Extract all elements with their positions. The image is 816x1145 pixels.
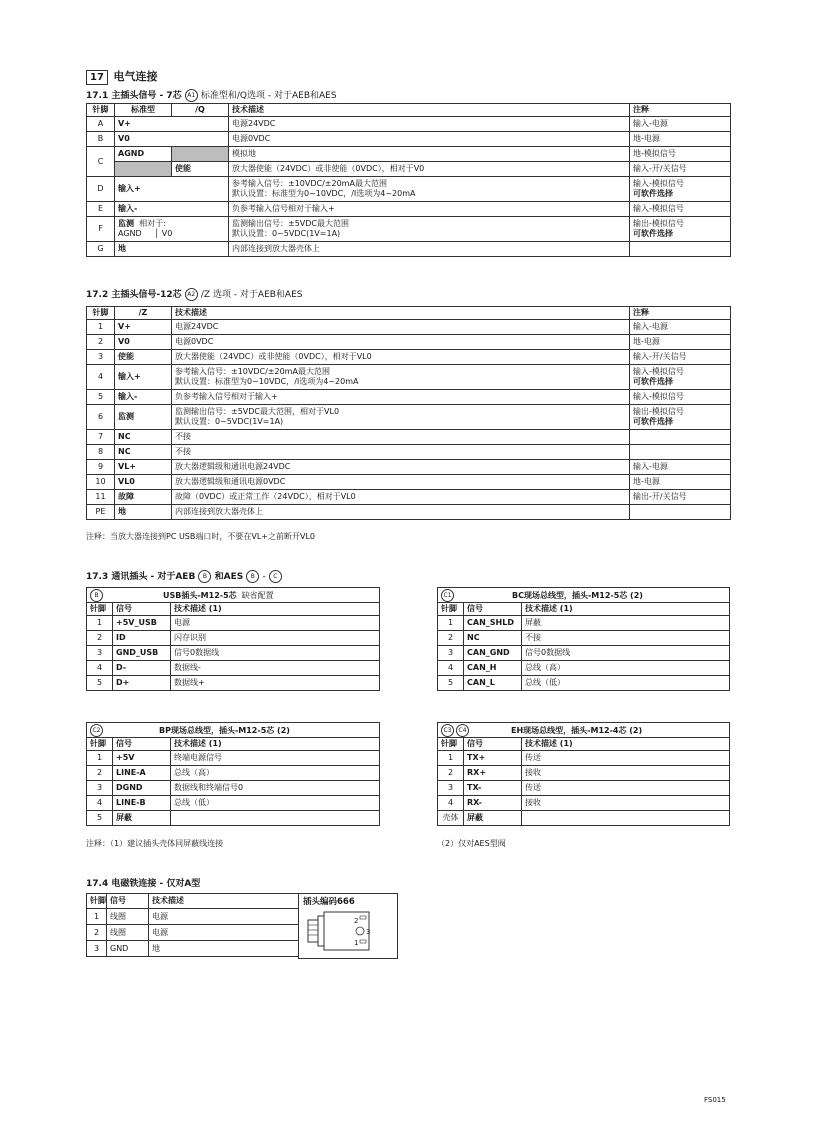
pin: 8 — [87, 445, 115, 460]
description: 传送 — [522, 781, 730, 796]
description: 不接 — [522, 631, 730, 646]
signal: VL0 — [115, 475, 172, 490]
description: 信号0数据线 — [522, 646, 730, 661]
col-header: /Z — [115, 307, 172, 320]
note: 可软件选择 — [633, 377, 673, 386]
chapter-title: 电气连接 — [113, 70, 158, 83]
description: 放大器使能（24VDC）或非使能（0VDC），相对于V0 — [229, 162, 630, 177]
signal: ID — [113, 631, 171, 646]
table-row — [87, 505, 731, 520]
col-header: 标准型 — [115, 104, 172, 117]
signal: DGND — [113, 781, 171, 796]
table-title: EH现场总线型，插头-M12-4芯 (2) — [511, 725, 643, 735]
pin: 4 — [438, 796, 464, 811]
col-header: 技术描述 (1) — [522, 738, 730, 751]
note: 地-电源 — [630, 132, 731, 147]
signal: RX+ — [464, 766, 522, 781]
signal: GND_USB — [113, 646, 171, 661]
connector-code-title: 插头编码666 — [303, 897, 355, 907]
description: 接收 — [522, 796, 730, 811]
signal: 输入- — [115, 202, 229, 217]
description: 电源 — [149, 909, 299, 925]
table-row — [87, 661, 380, 676]
description: 默认设置：0~5VDC(1V=1A) — [175, 417, 284, 426]
col-header: 信号 — [464, 738, 522, 751]
remark-17-2: 注释：当放大器连接到PC USB端口时，不要在VL+之前断开VL0 — [86, 532, 316, 541]
chapter-heading — [86, 68, 157, 85]
section-17-4-title: 17.4 电磁铁连接 - 仅对A型 — [86, 879, 201, 889]
table-usb — [86, 587, 380, 691]
pin: 3 — [87, 646, 113, 661]
badge-b: B — [90, 589, 103, 602]
table-row — [87, 676, 380, 691]
pin: 3 — [87, 350, 115, 365]
pin: 5 — [438, 676, 464, 691]
table-row: F 监测 相对于: AGND │ V0 监测输出信号：±5VDC最大范围 默认设置：0~5VDC(1V=1A) 输出-模拟信号 可软件选择 — [87, 217, 731, 242]
pin-label: 2 — [354, 917, 359, 925]
table-row — [87, 117, 731, 132]
description: 总线（高） — [522, 661, 730, 676]
description — [522, 811, 730, 826]
pin: 3 — [438, 646, 464, 661]
table-row — [87, 941, 299, 957]
note: 输入-模拟信号 — [633, 367, 684, 376]
title-part: 17.3 通讯插头 - 对于AEB — [86, 572, 196, 582]
note: 输出-模拟信号 — [633, 219, 684, 228]
badge-b: B — [246, 570, 259, 583]
table-row — [87, 490, 731, 505]
pin: 1 — [87, 616, 113, 631]
col-header: 信号 — [113, 738, 171, 751]
note — [630, 505, 731, 520]
signal: 输入- — [115, 390, 172, 405]
description: 数据线+ — [171, 676, 380, 691]
description: 内部连接到放大器壳体上 — [172, 505, 630, 520]
pin: 2 — [87, 766, 113, 781]
description: 总线（低） — [522, 676, 730, 691]
signal: LINE-B — [113, 796, 171, 811]
table-row — [87, 132, 731, 147]
table-row — [87, 631, 380, 646]
signal: V+ — [115, 320, 172, 335]
badge-c3: C3 — [441, 724, 454, 737]
table-row — [87, 925, 299, 941]
table-bc — [437, 587, 730, 691]
table-row — [87, 177, 731, 202]
table-row — [87, 616, 380, 631]
pin: G — [87, 242, 115, 257]
signal: LINE-A — [113, 766, 171, 781]
badge-a1: A1 — [185, 89, 198, 102]
table-row — [87, 405, 731, 430]
description: 负参考输入信号相对于输入+ — [229, 202, 630, 217]
pin: 2 — [87, 335, 115, 350]
table-row — [438, 781, 730, 796]
description: 电源0VDC — [229, 132, 630, 147]
signal: 地 — [115, 242, 229, 257]
pin: E — [87, 202, 115, 217]
pin: 6 — [87, 405, 115, 430]
pin: 2 — [87, 925, 107, 941]
note: 输入-模拟信号 — [630, 202, 731, 217]
signal: 使能 — [115, 350, 172, 365]
signal: VL+ — [115, 460, 172, 475]
description: 监测输出信号：±5VDC最大范围 — [232, 219, 350, 228]
table-row — [87, 445, 731, 460]
table-row — [438, 646, 730, 661]
title-part: /Z 选项 - 对于AEB和AES — [200, 290, 303, 300]
table-row — [87, 646, 380, 661]
table-row — [87, 796, 380, 811]
pin: 5 — [87, 390, 115, 405]
signal: CAN_L — [464, 676, 522, 691]
pin: 2 — [438, 631, 464, 646]
page-footer-code: FS015 — [704, 1096, 726, 1104]
description: 电源 — [171, 616, 380, 631]
note — [630, 430, 731, 445]
table-row — [87, 781, 380, 796]
pin: 11 — [87, 490, 115, 505]
badge-c1: C1 — [441, 589, 454, 602]
pin: 2 — [87, 631, 113, 646]
pin: 5 — [87, 811, 113, 826]
description: 总线（低） — [171, 796, 380, 811]
signal: AGND — [115, 147, 172, 162]
table-row — [438, 751, 730, 766]
col-header: 针脚 — [87, 894, 107, 909]
table-row — [87, 350, 731, 365]
pin: 1 — [438, 751, 464, 766]
description: 电源24VDC — [229, 117, 630, 132]
table-title: BP现场总线型，插头-M12-5芯 (2) — [159, 725, 290, 735]
signal: V0 — [115, 132, 229, 147]
description: 屏蔽 — [522, 616, 730, 631]
description: 不接 — [172, 430, 630, 445]
description: 传送 — [522, 751, 730, 766]
pin: 壳体 — [438, 811, 464, 826]
col-header: 信号 — [113, 603, 171, 616]
pin: 4 — [438, 661, 464, 676]
table-row — [438, 766, 730, 781]
note: 可软件选择 — [633, 229, 673, 238]
table-row — [87, 162, 731, 177]
col-header: 针脚 — [87, 603, 113, 616]
table-row — [438, 616, 730, 631]
col-header: 针脚 — [87, 104, 115, 117]
note-2: （2）仅对AES型阀 — [437, 839, 506, 848]
table-row — [87, 365, 731, 390]
section-17-2-title — [86, 287, 303, 301]
pin: PE — [87, 505, 115, 520]
description: 模拟地 — [229, 147, 630, 162]
description: 数据线- — [171, 661, 380, 676]
table-row — [87, 147, 731, 162]
badge-b: B — [198, 570, 211, 583]
note: 输入-开/关信号 — [630, 350, 731, 365]
description: 监测输出信号：±5VDC最大范围，相对于VL0 — [175, 407, 340, 416]
description: 故障（0VDC）或正常工作（24VDC），相对于VL0 — [172, 490, 630, 505]
table-row — [438, 796, 730, 811]
signal: 线圈 — [107, 925, 149, 941]
signal: V0 — [115, 335, 172, 350]
signal: 使能 — [172, 162, 229, 177]
pin: 4 — [87, 796, 113, 811]
col-header: 信号 — [464, 603, 522, 616]
description: 信号0数据线 — [171, 646, 380, 661]
note: 输入-电源 — [630, 460, 731, 475]
pin: 1 — [87, 751, 113, 766]
note — [630, 445, 731, 460]
description: 内部连接到放大器壳体上 — [229, 242, 630, 257]
description: 地 — [149, 941, 299, 957]
signal-ref: 相对于: — [139, 219, 166, 228]
description: 电源24VDC — [172, 320, 630, 335]
section-17-1-title — [86, 88, 337, 102]
table-row — [438, 661, 730, 676]
table-row — [87, 909, 299, 925]
description: 电源 — [149, 925, 299, 941]
description: 参考输入信号：±10VDC/±20mA最大范围 — [175, 367, 330, 376]
pin: B — [87, 132, 115, 147]
description: 数据线和终端信号0 — [171, 781, 380, 796]
note: 可软件选择 — [633, 417, 673, 426]
signal: +5V — [113, 751, 171, 766]
note: 地-电源 — [630, 335, 731, 350]
signal: NC — [115, 445, 172, 460]
table-eh — [437, 722, 730, 826]
pin: 3 — [87, 781, 113, 796]
signal: CAN_H — [464, 661, 522, 676]
badge-c2: C2 — [90, 724, 103, 737]
signal: 线圈 — [107, 909, 149, 925]
shaded-cell — [115, 162, 172, 177]
table-row — [87, 751, 380, 766]
signal: D- — [113, 661, 171, 676]
col-header: 信号 — [107, 894, 149, 909]
table-title-suffix: 缺省配置 — [241, 590, 274, 600]
table-row — [87, 242, 731, 257]
signal: 屏蔽 — [464, 811, 522, 826]
col-header: 技术描述 (1) — [171, 738, 380, 751]
title-part: 标准型和/Q选项 - 对于AEB和AES — [200, 91, 337, 101]
description: 闪存识别 — [171, 631, 380, 646]
pin: 4 — [87, 661, 113, 676]
note: 可软件选择 — [633, 189, 673, 198]
table-row — [87, 460, 731, 475]
table-row — [87, 811, 380, 826]
pin-label: 3 — [366, 928, 371, 936]
note: 地-电源 — [630, 475, 731, 490]
pin: 1 — [438, 616, 464, 631]
description: 放大器逻辑级和通讯电源24VDC — [172, 460, 630, 475]
col-header: 针脚 — [87, 307, 115, 320]
table-row — [438, 676, 730, 691]
pin: C — [87, 147, 115, 177]
pin: 5 — [87, 676, 113, 691]
signal: GND — [107, 941, 149, 957]
signal: D+ — [113, 676, 171, 691]
table-row — [87, 335, 731, 350]
signal: CAN_SHLD — [464, 616, 522, 631]
description — [171, 811, 380, 826]
pin: 10 — [87, 475, 115, 490]
table-bp — [86, 722, 380, 826]
signal: TX+ — [464, 751, 522, 766]
signal-ref: AGND — [118, 229, 142, 238]
col-header: 针脚 — [87, 738, 113, 751]
pin: 3 — [438, 781, 464, 796]
pin: A — [87, 117, 115, 132]
note: 输出-模拟信号 — [633, 407, 684, 416]
note: 输入-电源 — [630, 320, 731, 335]
table-row — [87, 475, 731, 490]
pin: 4 — [87, 365, 115, 390]
description: 不接 — [172, 445, 630, 460]
title-part: - — [262, 572, 266, 582]
description: 接收 — [522, 766, 730, 781]
col-header: 技术描述 (1) — [171, 603, 380, 616]
description: 默认设置：标准型为0~10VDC，/I选项为4~20mA — [175, 377, 359, 386]
description: 默认设置：0~5VDC(1V=1A) — [232, 229, 341, 238]
signal: V+ — [115, 117, 229, 132]
pin: 9 — [87, 460, 115, 475]
table-row — [87, 202, 731, 217]
col-header: 技术描述 — [172, 307, 630, 320]
note — [630, 242, 731, 257]
col-header: /Q — [172, 104, 229, 117]
pin: 3 — [87, 941, 107, 957]
note: 输入-开/关信号 — [630, 162, 731, 177]
description: 负参考输入信号相对于输入+ — [172, 390, 630, 405]
table-row — [87, 320, 731, 335]
table-17-1 — [86, 103, 731, 257]
signal: 故障 — [115, 490, 172, 505]
note: 输入-模拟信号 — [633, 179, 684, 188]
description: 默认设置：标准型为0~10VDC，/I选项为4~20mA — [232, 189, 416, 198]
signal: NC — [464, 631, 522, 646]
description: 放大器逻辑级和通讯电源0VDC — [172, 475, 630, 490]
table-title: BC现场总线型，插头-M12-5芯 (2) — [512, 590, 643, 600]
pin-label: 1 — [354, 939, 359, 947]
description: 参考输入信号：±10VDC/±20mA最大范围 — [232, 179, 387, 188]
table-row — [87, 390, 731, 405]
signal: 监测 — [115, 405, 172, 430]
table-row — [87, 430, 731, 445]
signal-ref: V0 — [161, 229, 173, 238]
table-row — [87, 766, 380, 781]
description: 放大器使能（24VDC）或非使能（0VDC），相对于VL0 — [172, 350, 630, 365]
signal: 输入+ — [115, 365, 172, 390]
description: 终端电源信号 — [171, 751, 380, 766]
shaded-cell — [172, 147, 229, 162]
table-17-4 — [86, 893, 299, 957]
pin: 1 — [87, 909, 107, 925]
signal: 地 — [115, 505, 172, 520]
pin: 2 — [438, 766, 464, 781]
signal: +5V_USB — [113, 616, 171, 631]
col-header: 技术描述 — [149, 894, 299, 909]
col-header: 注释 — [630, 104, 731, 117]
note-1: 注释：（1）建议插头壳体同屏蔽线连接 — [86, 839, 224, 848]
pin: F — [87, 217, 115, 242]
badge-c: C — [269, 570, 282, 583]
connector-code-box — [298, 893, 398, 959]
section-17-3-title — [86, 569, 282, 583]
title-part: 17.1 主插头信号 - 7芯 — [86, 91, 182, 101]
description: 电源0VDC — [172, 335, 630, 350]
col-header: 技术描述 — [229, 104, 630, 117]
signal: NC — [115, 430, 172, 445]
badge-c4: C4 — [456, 724, 469, 737]
table-row — [438, 631, 730, 646]
note: 地-模拟信号 — [630, 147, 731, 162]
title-part: 和AES — [214, 572, 244, 582]
table-row — [438, 811, 730, 826]
col-header: 技术描述 (1) — [522, 603, 730, 616]
signal: 监测 — [118, 219, 134, 228]
signal: CAN_GND — [464, 646, 522, 661]
pin: 7 — [87, 430, 115, 445]
col-header: 注释 — [630, 307, 731, 320]
col-header: 针脚 — [438, 738, 464, 751]
signal: 屏蔽 — [113, 811, 171, 826]
pin: 1 — [87, 320, 115, 335]
chapter-number: 17 — [86, 70, 108, 85]
signal: TX- — [464, 781, 522, 796]
note: 输出-开/关信号 — [630, 490, 731, 505]
note: 输入-电源 — [630, 117, 731, 132]
signal: RX- — [464, 796, 522, 811]
description: 总线（高） — [171, 766, 380, 781]
badge-a2: A2 — [185, 288, 198, 301]
connector-666-icon — [299, 910, 397, 958]
table-17-2 — [86, 306, 731, 520]
note: 输入-模拟信号 — [630, 390, 731, 405]
title-part: 17.2 主插头信号-12芯 — [86, 290, 182, 300]
signal: 输入+ — [115, 177, 229, 202]
col-header: 针脚 — [438, 603, 464, 616]
pin: D — [87, 177, 115, 202]
table-title: USB插头-M12-5芯 — [163, 590, 237, 600]
